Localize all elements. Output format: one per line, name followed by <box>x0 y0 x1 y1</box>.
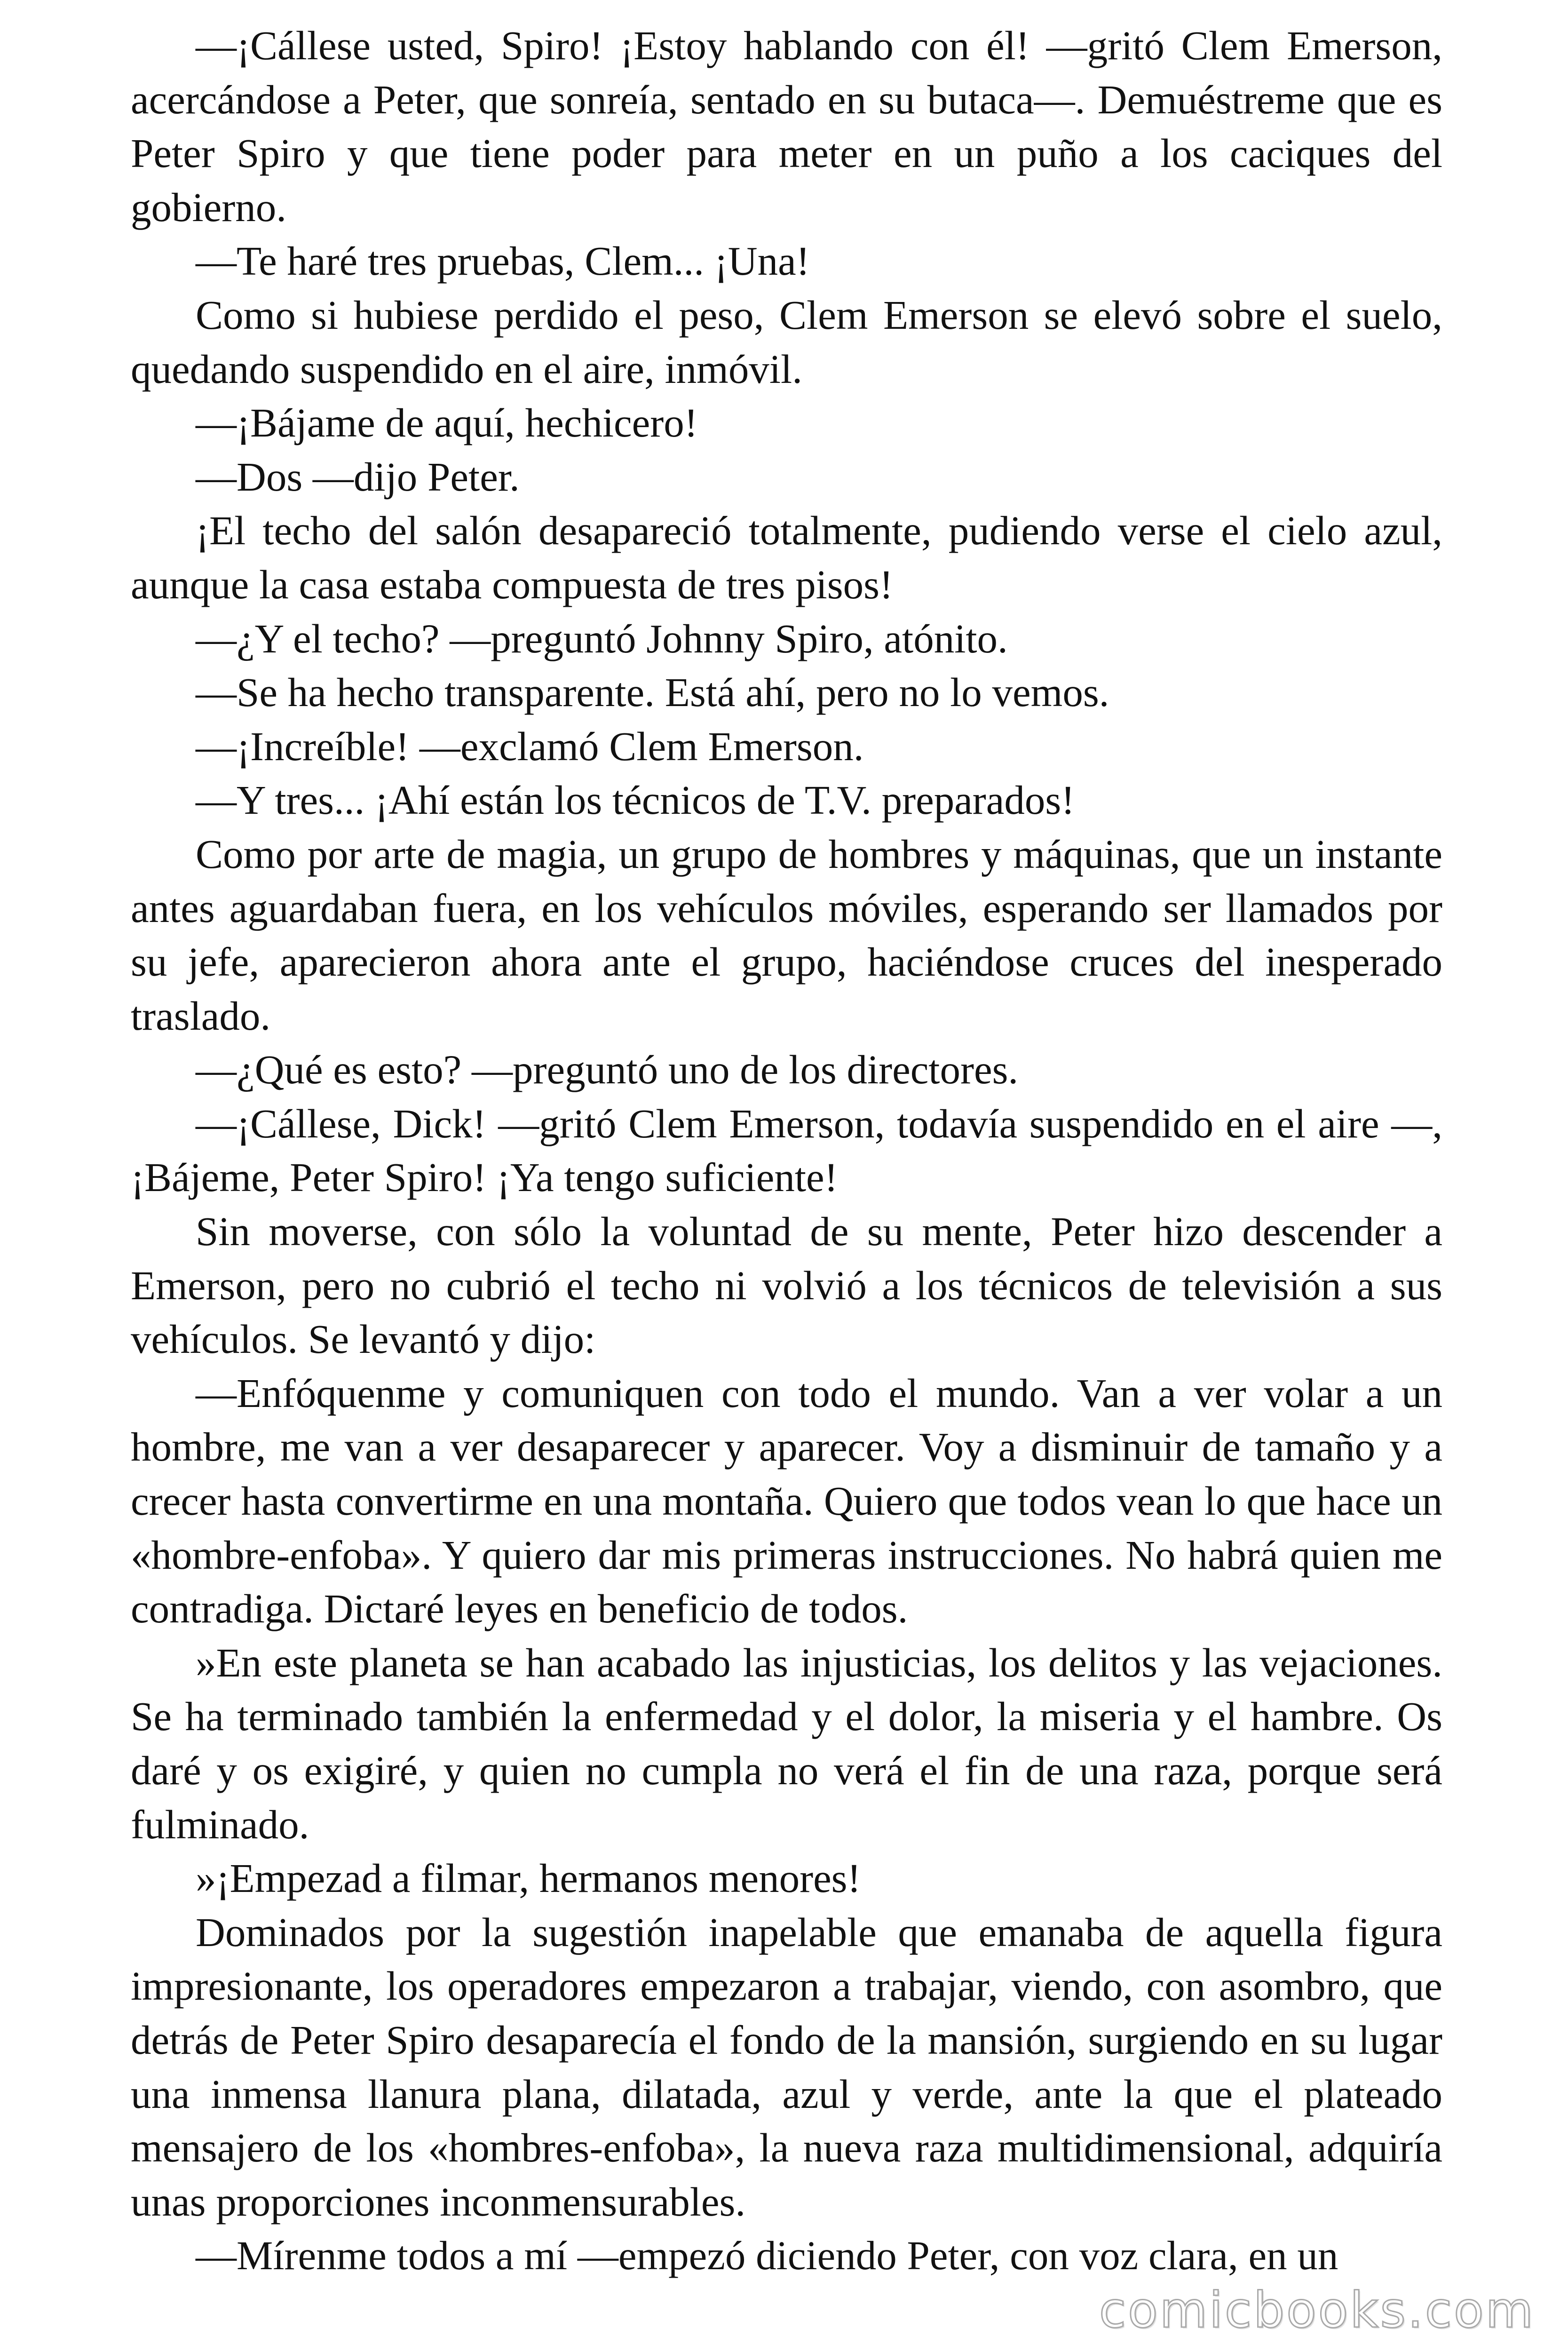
paragraph: Sin moverse, con sólo la voluntad de su mente, Peter hizo descender a Emerson, pero no cubrió el techo ni volvió a los técnicos de televisión a sus vehículos. Se levantó y dijo: <box>131 1208 1442 1362</box>
paragraph: —Mírenme todos a mí —empezó diciendo Peter, con voz clara, en un <box>196 2233 1338 2279</box>
paragraph: »¡Empezad a filmar, hermanos menores! <box>196 1855 861 1901</box>
paragraph: —Dos —dijo Peter. <box>196 453 520 500</box>
paragraph: »En este planeta se han acabado las injusticias, los delitos y las vejaciones. Se ha terminado también la enfermedad y el dolor, la miseria y el hambre. Os daré y os exigiré, y quien no cumpla no verá el fin de una raza, porque será fulminado. <box>131 1639 1442 1847</box>
paragraph: Como si hubiese perdido el peso, Clem Emerson se elevó sobre el suelo, quedando suspendido en el aire, inmóvil. <box>131 292 1442 392</box>
paragraph: —¿Qué es esto? —preguntó uno de los directores. <box>196 1047 1019 1093</box>
paragraph: ¡El techo del salón desapareció totalmente, pudiendo verse el cielo azul, aunque la casa estaba compuesta de tres pisos! <box>131 508 1442 607</box>
book-page-text <box>131 19 1442 2283</box>
paragraph: Dominados por la sugestión inapelable que emanaba de aquella figura impresionante, los operadores empezaron a trabajar, viendo, con asombro, que detrás de Peter Spiro desaparecía el fondo de la mansión, surgiendo en su lugar una inmensa llanura plana, dilatada, azul y verde, ante la que el plateado mensajero de los «hombres-enfoba», la nueva raza multidimensional, adquiría unas proporciones inconmensurables. <box>131 1909 1442 2225</box>
paragraph: Como por arte de magia, un grupo de hombres y máquinas, que un instante antes aguardaban fuera, en los vehículos móviles, esperando ser llamados por su jefe, aparecieron ahora ante el grupo, haciéndose cruces del inesperado traslado. <box>131 831 1442 1039</box>
paragraph: —¡Cállese usted, Spiro! ¡Estoy hablando con él! —gritó Clem Emerson, acercándose a Peter, que sonreía, sentado en su butaca—. Demuéstreme que es Peter Spiro y que tiene poder para meter en un puño a los caciques del gobierno. <box>131 23 1442 230</box>
paragraph: —¿Y el techo? —preguntó Johnny Spiro, atónito. <box>196 615 1008 661</box>
paragraph: —Se ha hecho transparente. Está ahí, pero no lo vemos. <box>196 669 1109 715</box>
watermark-logo: comicbooks.com <box>1099 2281 1535 2339</box>
paragraph: —Y tres... ¡Ahí están los técnicos de T.V. preparados! <box>196 777 1075 823</box>
paragraph: —Te haré tres pruebas, Clem... ¡Una! <box>196 238 810 284</box>
paragraph: —Enfóquenme y comuniquen con todo el mundo. Van a ver volar a un hombre, me van a ver desaparecer y aparecer. Voy a disminuir de tamaño y a crecer hasta convertirme en una montaña. Quiero que todos vean lo que hace un «hombre-enfoba». Y quiero dar mis primeras instrucciones. No habrá quien me contradiga. Dictaré leyes en beneficio de todos. <box>131 1370 1442 1632</box>
paragraph: —¡Bájame de aquí, hechicero! <box>196 400 698 446</box>
paragraph: —¡Increíble! —exclamó Clem Emerson. <box>196 723 864 769</box>
paragraph: —¡Cállese, Dick! —gritó Clem Emerson, todavía suspendido en el aire —, ¡Bájeme, Peter Spiro! ¡Ya tengo suficiente! <box>131 1100 1442 1200</box>
